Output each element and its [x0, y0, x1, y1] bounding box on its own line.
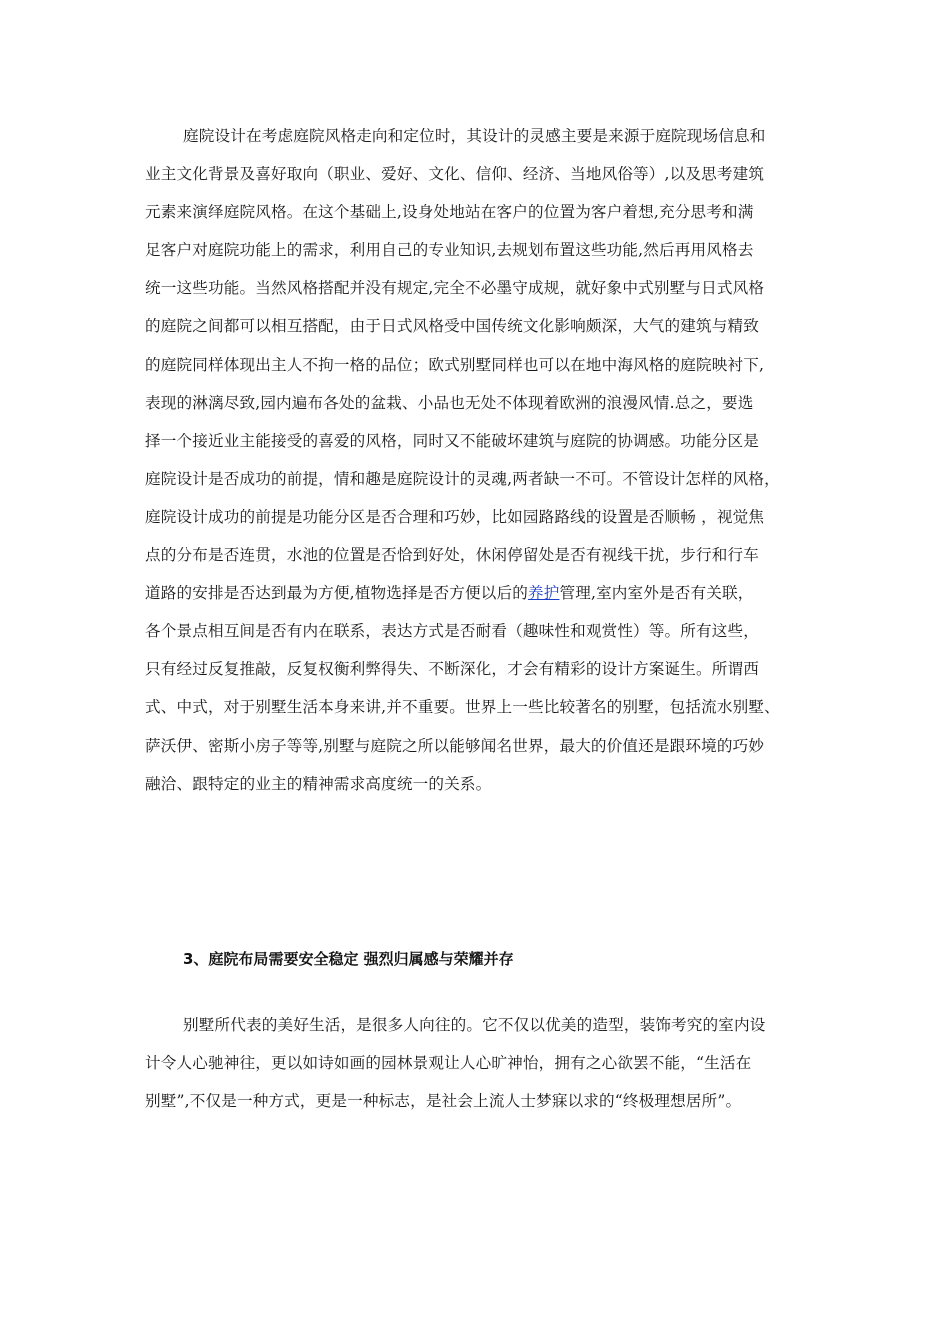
- paragraph-line: 庭院设计在考虑庭院风格走向和定位时，其设计的灵感主要是来源于庭院现场信息和: [183, 127, 766, 145]
- paragraph-text: 管理,室内室外是否有关联，: [559, 584, 754, 603]
- paragraph-line-with-link: [145, 574, 835, 612]
- paragraph-line: 的庭院同样体现出主人不拘一格的品位；欧式别墅同样也可以在地中海风格的庭院映衬下,: [145, 355, 765, 374]
- paragraph-line: 庭院设计是否成功的前提，情和趣是庭院设计的灵魂,两者缺一不可。不管设计怎样的风格，: [145, 469, 780, 488]
- paragraph-text: 道路的安排是否达到最为方便,植物选择是否方便以后的: [145, 584, 528, 603]
- maintenance-link[interactable]: 养护: [527, 584, 560, 603]
- paragraph-line: 萨沃伊、密斯小房子等等,别墅与庭院之所以能够闻名世界，最大的价值还是跟环境的巧妙: [145, 736, 765, 755]
- paragraph-line: 点的分布是否连贯，水池的位置是否恰到好处，休闲停留处是否有视线干扰，步行和行车: [145, 546, 760, 565]
- paragraph-line: 别墅”,不仅是一种方式，更是一种标志，是社会上流人士梦寐以求的“终极理想居所”。: [145, 1092, 742, 1111]
- section-heading: 3、庭院布局需要安全稳定 强烈归属感与荣耀并存: [183, 950, 514, 968]
- paragraph-line: 元素来演绎庭院风格。在这个基础上,设身处地站在客户的位置为客户着想,充分思考和满: [145, 203, 754, 222]
- paragraph-line: 庭院设计成功的前提是功能分区是否合理和巧妙，比如园路路线的设置是否顺畅 ，视觉焦: [145, 507, 765, 526]
- body-paragraph-2: [145, 1006, 835, 1120]
- paragraph-line: 只有经过反复推敲，反复权衡利弊得失、不断深化，才会有精彩的设计方案诞生。所谓西: [145, 660, 760, 679]
- paragraph-line: 计令人心驰神往，更以如诗如画的园林景观让人心旷神怡，拥有之心欲罢不能，“生活在: [145, 1054, 752, 1073]
- body-paragraph-1: [145, 117, 835, 803]
- paragraph-line: 统一这些功能。当然风格搭配并没有规定,完全不必墨守成规，就好象中式别墅与日式风格: [145, 279, 765, 298]
- paragraph-line: 择一个接近业主能接受的喜爱的风格，同时又不能破坏建筑与庭院的协调感。功能分区是: [145, 431, 760, 450]
- paragraph-line: 别墅所代表的美好生活，是很多人向往的。它不仅以优美的造型，装饰考究的室内设: [183, 1016, 766, 1034]
- paragraph-line: 各个景点相互间是否有内在联系，表达方式是否耐看（趣味性和观赏性）等。所有这些，: [145, 622, 760, 641]
- paragraph-line: 足客户对庭院功能上的需求，利用自己的专业知识,去规划布置这些功能,然后再用风格去: [145, 241, 754, 260]
- paragraph-line: 融洽、跟特定的业主的精神需求高度统一的关系。: [145, 774, 492, 793]
- paragraph-line: 式、中式，对于别墅生活本身来讲,并不重要。世界上一些比较著名的别墅，包括流水别墅、: [145, 698, 780, 717]
- paragraph-line: 业主文化背景及喜好取向（职业、爱好、文化、信仰、经济、当地风俗等）,以及思考建筑: [145, 165, 765, 184]
- paragraph-line: 的庭院之间都可以相互搭配，由于日式风格受中国传统文化影响颇深，大气的建筑与精致: [145, 317, 760, 336]
- paragraph-line: 表现的淋漓尽致,园内遍布各处的盆栽、小品也无处不体现着欧洲的浪漫风情.总之，要选: [145, 393, 754, 412]
